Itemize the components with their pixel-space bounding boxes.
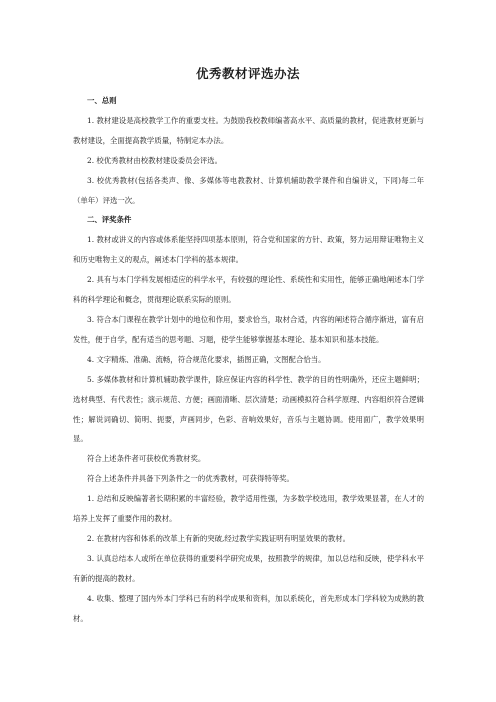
- paragraph: 5. 多媒体教材和计算机辅助教学课件，除应保证内容的科学性、教学的目的性明确外，还应主题鲜明；选材典型、有代表性；演示规范、方便；画面清晰、层次清楚；动画模拟符合科学原理、内容组织符合逻辑性；解说词确切、简明、扼要，声画同步，色彩、音响效果好，音乐与主题协调。使用面广，教学效果明显。: [73, 374, 424, 444]
- paragraph: 3. 校优秀教材(包括各类声、像、多媒体等电教教材、计算机辅助教学课件和自编讲义，下同)每二年（单年）评选一次。: [73, 175, 424, 205]
- document-title: 优秀教材评选办法: [195, 66, 300, 81]
- paragraph: 3. 符合本门课程在教学计划中的地位和作用，要求恰当，取材合适，内容的阐述符合循序渐进，富有启发性，便于自学，配有适当的思考题、习题，使学生能够掌握基本理论、基本知识和基本技能。: [73, 314, 424, 344]
- paragraph: 1. 教材建设是高校教学工作的重要支柱。为鼓励我校教师编著高水平、高质量的教材，促进教材更新与教材建设，全面提高教学质量，特制定本办法。: [73, 115, 424, 145]
- paragraph: 3. 认真总结本人或所在单位获得的重要科学研究成果，按照教学的规律，加以总结和反映，使学科水平有新的提高的教材。: [73, 553, 424, 583]
- paragraph: 2. 校优秀教材由校教材建设委员会评选。: [87, 155, 223, 165]
- paragraph: 1. 总结和反映编著者长期积累的丰富经验，教学适用性强，为多数学校选用，教学效果显著，在人才的培养上发挥了重要作用的教材。: [73, 494, 424, 524]
- paragraph: 1. 教材或讲义的内容或体系能坚持四项基本原则，符合党和国家的方针、政策，努力运用辩证唯物主义和历史唯物主义的观点，阐述本门学科的基本规律。: [73, 235, 424, 265]
- paragraph: 4. 收集、整理了国内外本门学科已有的科学成果和资料，加以系统化，首先形成本门学科较为成熟的教材。: [73, 593, 424, 623]
- section-heading: 二、评奖条件: [87, 215, 132, 225]
- paragraph: 符合上述条件者可获校优秀教材奖。: [87, 454, 206, 464]
- paragraph: 2. 具有与本门学科发展相适应的科学水平，有较强的理论性、系统性和实用性，能够正确地阐述本门学科的科学理论和概念，贯彻理论联系实际的原则。: [73, 275, 424, 305]
- paragraph: 4. 文字精炼、准确、流畅，符合规范化要求，插图正确，文图配合恰当。: [87, 354, 326, 364]
- document-body: [73, 91, 424, 628]
- paragraph: 2. 在教材内容和体系的改革上有新的突破,经过教学实践证明有明显效果的教材。: [87, 533, 351, 543]
- section-heading: 一、总则: [87, 96, 117, 105]
- paragraph: 符合上述条件并具备下列条件之一的优秀教材，可获得特等奖。: [87, 474, 294, 484]
